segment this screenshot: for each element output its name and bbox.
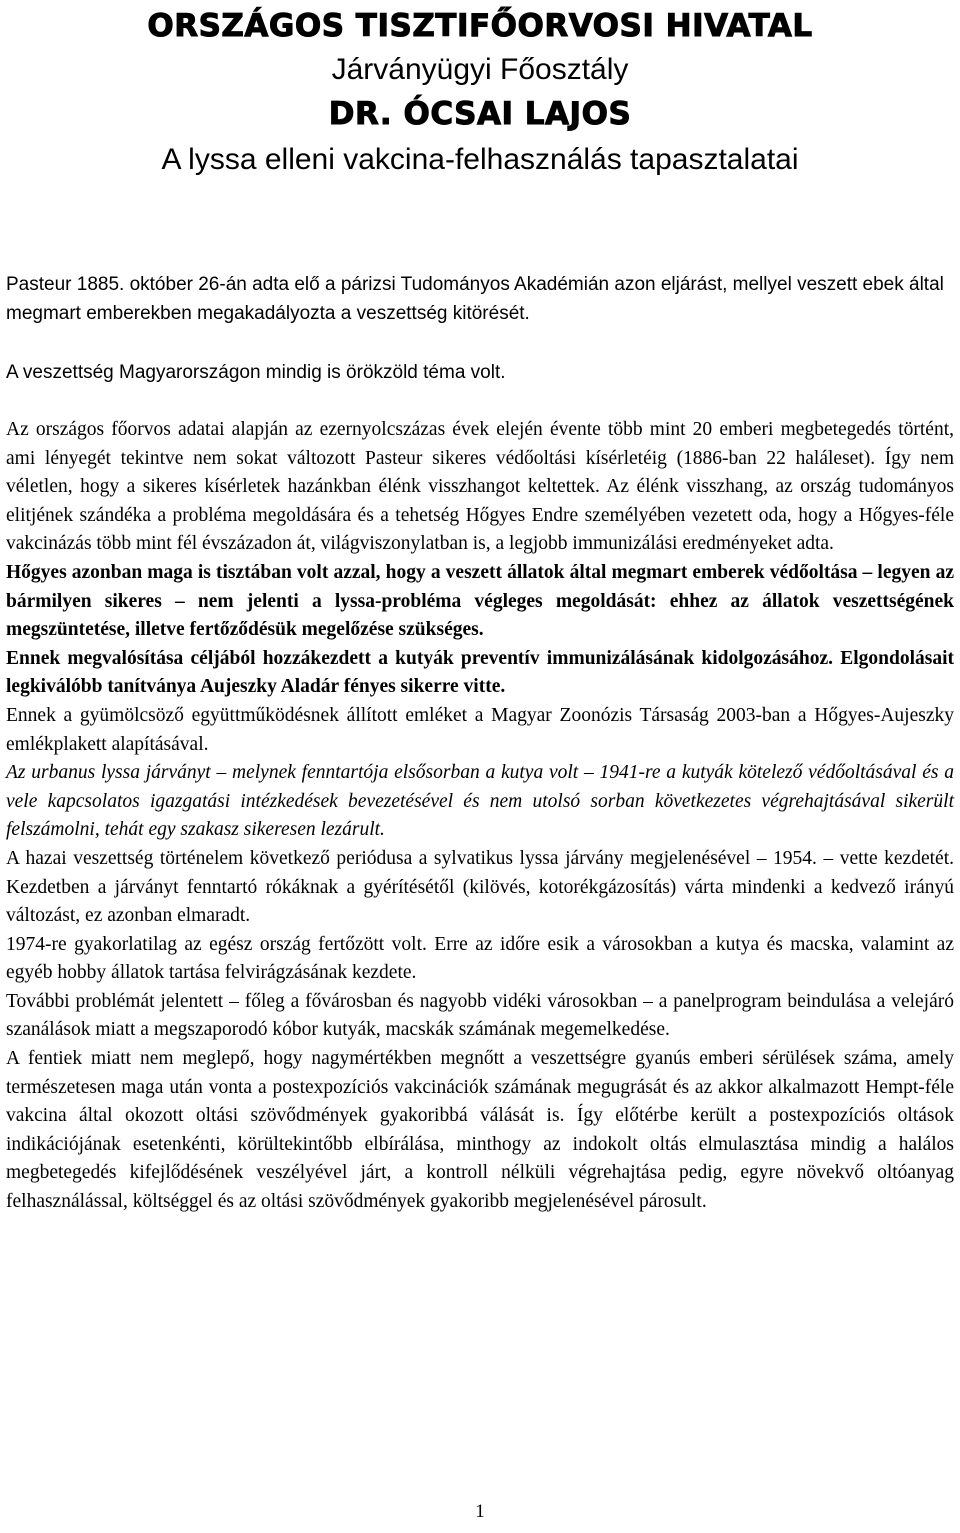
author-heading: DR. ÓCSAI LAJOS [328,96,632,132]
paragraph-1974: 1974-re gyakorlatilag az egész ország fertőzött volt. Erre az időre esik a városokban a kutya és macska, valamint az egyéb hobby állatok tartása felvirágzásának kezdete. [6,933,954,984]
paragraph-panel-program: További problémát jelentett – főleg a fővárosban és nagyobb vidéki városokban – a panelprogram beindulása a velejáró szanálások miatt a megszaporodó kóbor kutyák, macskák számának megemelkedése. [6,990,954,1041]
paragraph-topic: A veszettség Magyarországon mindig is örökzöld téma volt. [6,362,506,383]
paragraph-history: Az országos főorvos adatai alapján az ezernyolcszázas évek elején évente több mint 20 emberi megbetegedés történt, ami lényegét tekintve nem sokat változott Pasteur sikeres védőoltási kísérletéig (1886-ban 22 haláleset). Így nem véletlen, hogy a sikeres kísérletek hazánkban élénk visszhangot keltettek. Az élénk visszhang, az ország tudományos elitjének szándéka a probléma megoldására és a tehetség Hőgyes Endre személyében vezetett oda, hogy a Hőgyes-féle vakcinázás több mint fél évszázadon át, világviszonylatban is, a legjobb immunizálási eredményeket adta. [6,419,954,555]
organization-heading: ORSZÁGOS TISZTIFŐORVOSI HIVATAL [147,8,813,44]
department-heading: Járványügyi Főosztály [331,53,629,86]
document-body [6,416,954,1217]
paragraph-sylvatic: A hazai veszettség történelem következő periódusa a sylvatikus lyssa járvány megjelenésével – 1954. – vette kezdetét. Kezdetben a járványt fenntartó rókáknak a gyérítésétől (kilövés, kotorékgázosítás) várta mindenki a kedvező irányú változást, ez azonban elmaradt. [6,847,954,927]
paragraph-memorial: Ennek a gyümölcsöző együttműködésnek állított emléket a Magyar Zoonózis Társaság 2003-ban a Hőgyes-Aujeszky emlékplakett alapításával. [6,704,954,755]
paragraph-intro: Pasteur 1885. október 26-án adta elő a párizsi Tudományos Akadémián azon eljárást, mellyel veszett ebek által megmart emberekben megakadályozta a veszettség kitörését. [6,274,944,324]
paragraph-postexposure: A fentiek miatt nem meglepő, hogy nagymértékben megnőtt a veszettségre gyanús emberi sérülések száma, amely természetesen maga után vonta a postexpozíciós vakcinációk számának megugrását és az akkor alkalmazott Hempt-féle vakcina által okozott oltási szövődmények gyakoribbá válását is. Így előtérbe került a postexpozíciós oltások indikációjának esetenkénti, körültekintőbb elbírálása, minthogy az indokolt oltás elmulasztása mindig a halálos megbetegedés kifejlődésének veszélyével járt, a kontroll nélküli végrehajtása pedig, egyre növekvő oltóanyag felhasználással, költséggel és az oltási szövődmények gyakoribb megjelenésével párosult. [6,1048,954,1213]
page-number: 1 [475,1501,485,1522]
paragraph-urbanus-italic: Az urbanus lyssa járványt – melynek fenntartója elsősorban a kutya volt – 1941-re a kutyák kötelező védőoltásával és a vele kapcsolatos igazgatási intézkedések bevezetésével és nem utolsó sorban következetes végrehajtásával sikerült felszámolni, tehát egy szakasz sikeresen lezárult. [6,762,954,841]
paragraph-hogyes-bold: Hőgyes azonban maga is tisztában volt azzal, hogy a veszett állatok által megmart emberek védőoltása – legyen az bármilyen sikeres – nem jelenti a lyssa-probléma végleges megoldását: ehhez az állatok veszettségének megszüntetése, illetve fertőződésük megelőzése szükséges. [6,561,954,641]
document-title: A lyssa elleni vakcina-felhasználás tapasztalatai [161,143,799,176]
document-header [0,0,960,182]
paragraph-immunization-bold: Ennek megvalósítása céljából hozzákezdett a kutyák preventív immunizálásának kidolgozásához. Elgondolásait legkiválóbb tanítványa Aujeszky Aladár fényes sikerre vitte. [6,647,954,698]
